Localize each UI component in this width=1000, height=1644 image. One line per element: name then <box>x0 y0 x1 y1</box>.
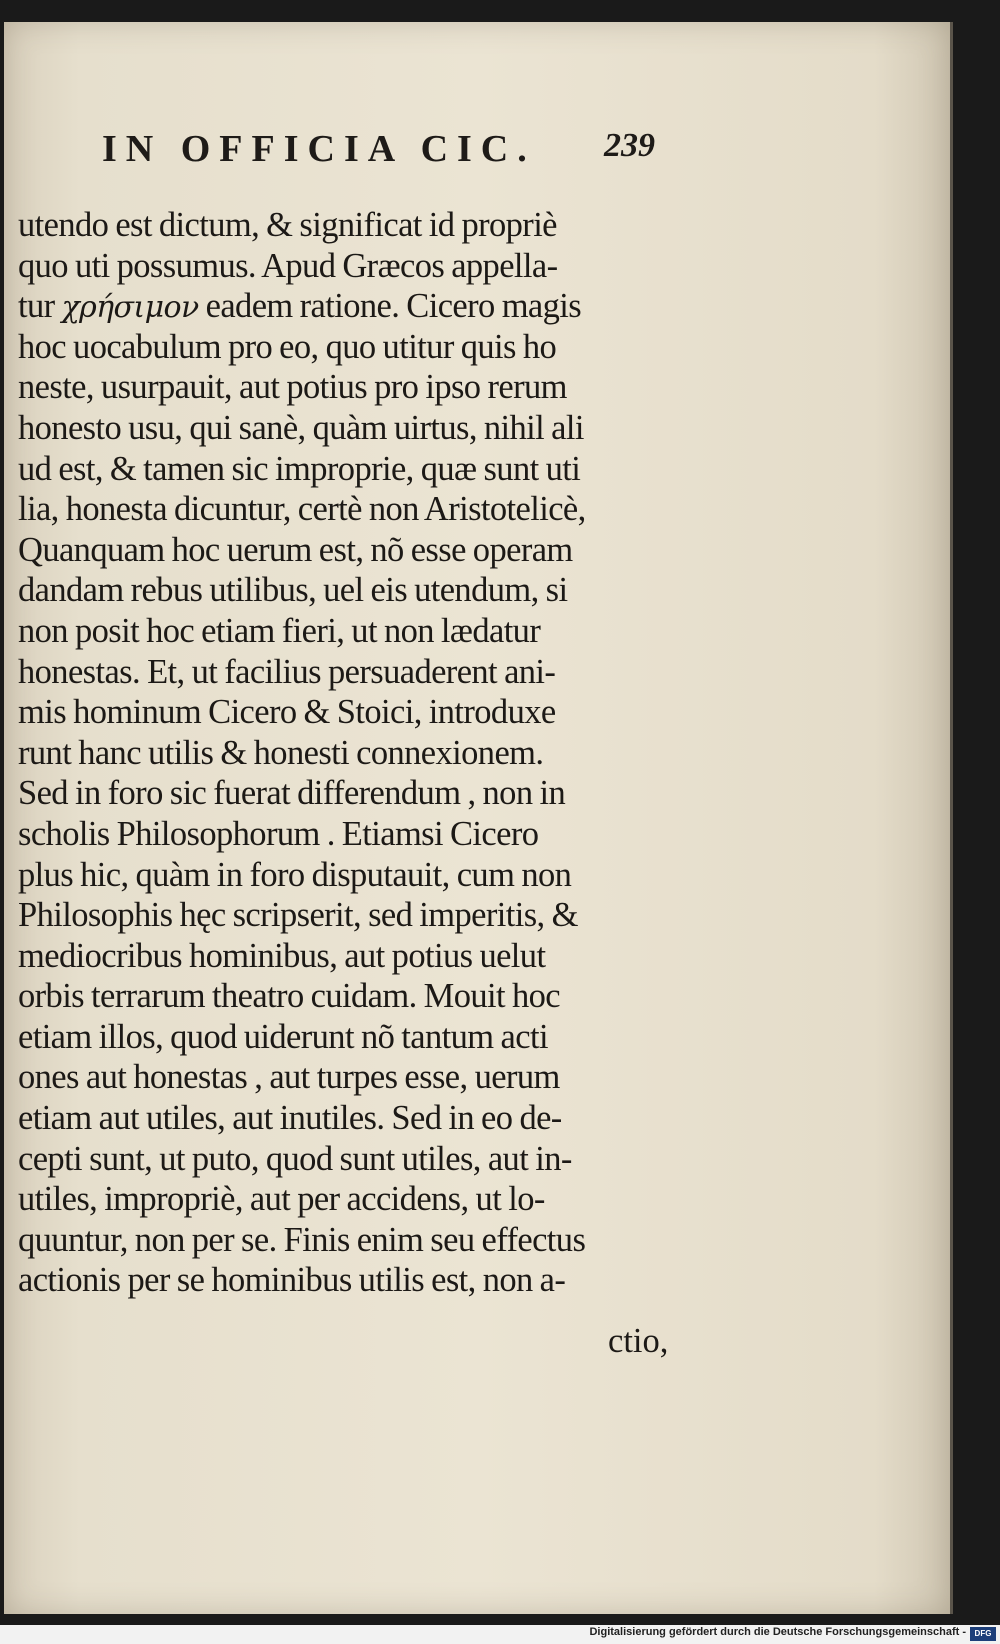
funding-credit: Digitalisierung gefördert durch die Deutsche Forschungsgemeinschaft - <box>589 1626 966 1638</box>
text-line-21: etiam illos, quod uiderunt nõ tantum acti <box>18 1017 548 1056</box>
text-line-2: quo uti possumus. Apud Græcos appella- <box>18 246 558 285</box>
text-line-8: lia, honesta dicuntur, certè non Aristotelicè, <box>18 490 586 529</box>
text-line-11: non posit hoc etiam fieri, ut non lædatur <box>18 611 541 650</box>
text-line-4: hoc uocabulum pro eo, quo utitur quis ho <box>18 327 557 366</box>
text-line-23: etiam aut utiles, aut inutiles. Sed in eo de- <box>18 1099 562 1138</box>
text-line-24: cepti sunt, ut puto, quod sunt utiles, aut in- <box>18 1139 572 1178</box>
dfg-logo-icon: DFG <box>970 1627 996 1641</box>
text-line-17: plus hic, quàm in foro disputauit, cum non <box>18 855 572 894</box>
text-line-12: honestas. Et, ut facilius persuaderent ani- <box>18 652 556 691</box>
text-line-27: actionis per se hominibus utilis est, non a- <box>18 1261 566 1300</box>
running-head: IN OFFICIA CIC. <box>102 128 536 170</box>
text-line-1: utendo est dictum, & significat id propriè <box>18 206 557 244</box>
text-line-26: quuntur, non per se. Finis enim seu effectus <box>18 1220 586 1259</box>
text-line-25: utiles, impropriè, aut per accidens, ut lo- <box>18 1180 545 1219</box>
text-line-19: mediocribus hominibus, aut potius uelut <box>18 936 546 975</box>
page-number: 239 <box>604 127 655 164</box>
text-line-20: orbis terrarum theatro cuidam. Mouit hoc <box>18 977 561 1016</box>
text-line-3 <box>18 286 698 327</box>
text-line-6: honesto usu, qui sanè, quàm uirtus, nihil ali <box>18 408 584 447</box>
text-line-3-rest: eadem ratione. Cicero magis <box>205 287 582 326</box>
text-line-15: Sed in foro sic fuerat differendum , non in <box>18 774 566 813</box>
greek-word: χρήσιμον <box>61 290 199 326</box>
digitization-footer <box>0 1625 1000 1644</box>
text-line-10: dandam rebus utilibus, uel eis utendum, si <box>18 571 568 610</box>
body-text <box>18 205 698 1301</box>
text-line-14: runt hanc utilis & honesti connexionem. <box>18 733 544 772</box>
text-line-5: neste, usurpauit, aut potius pro ipso rerum <box>18 368 567 407</box>
text-line-13: mis hominum Cicero & Stoici, introduxe <box>18 693 556 732</box>
text-line-22: ones aut honestas , aut turpes esse, uerum <box>18 1058 560 1097</box>
text-line-18: Philosophis hęc scripserit, sed imperitis, & <box>18 896 578 935</box>
text-line-9: Quanquam hoc uerum est, nõ esse operam <box>18 530 573 569</box>
book-page <box>4 22 953 1614</box>
catchword: ctio, <box>608 1322 669 1360</box>
text-line-3-prefix: tur <box>18 287 55 326</box>
text-line-16: scholis Philosophorum . Etiamsi Cicero <box>18 814 539 853</box>
page-header <box>4 127 950 187</box>
text-line-7: ud est, & tamen sic improprie, quæ sunt uti <box>18 449 581 488</box>
